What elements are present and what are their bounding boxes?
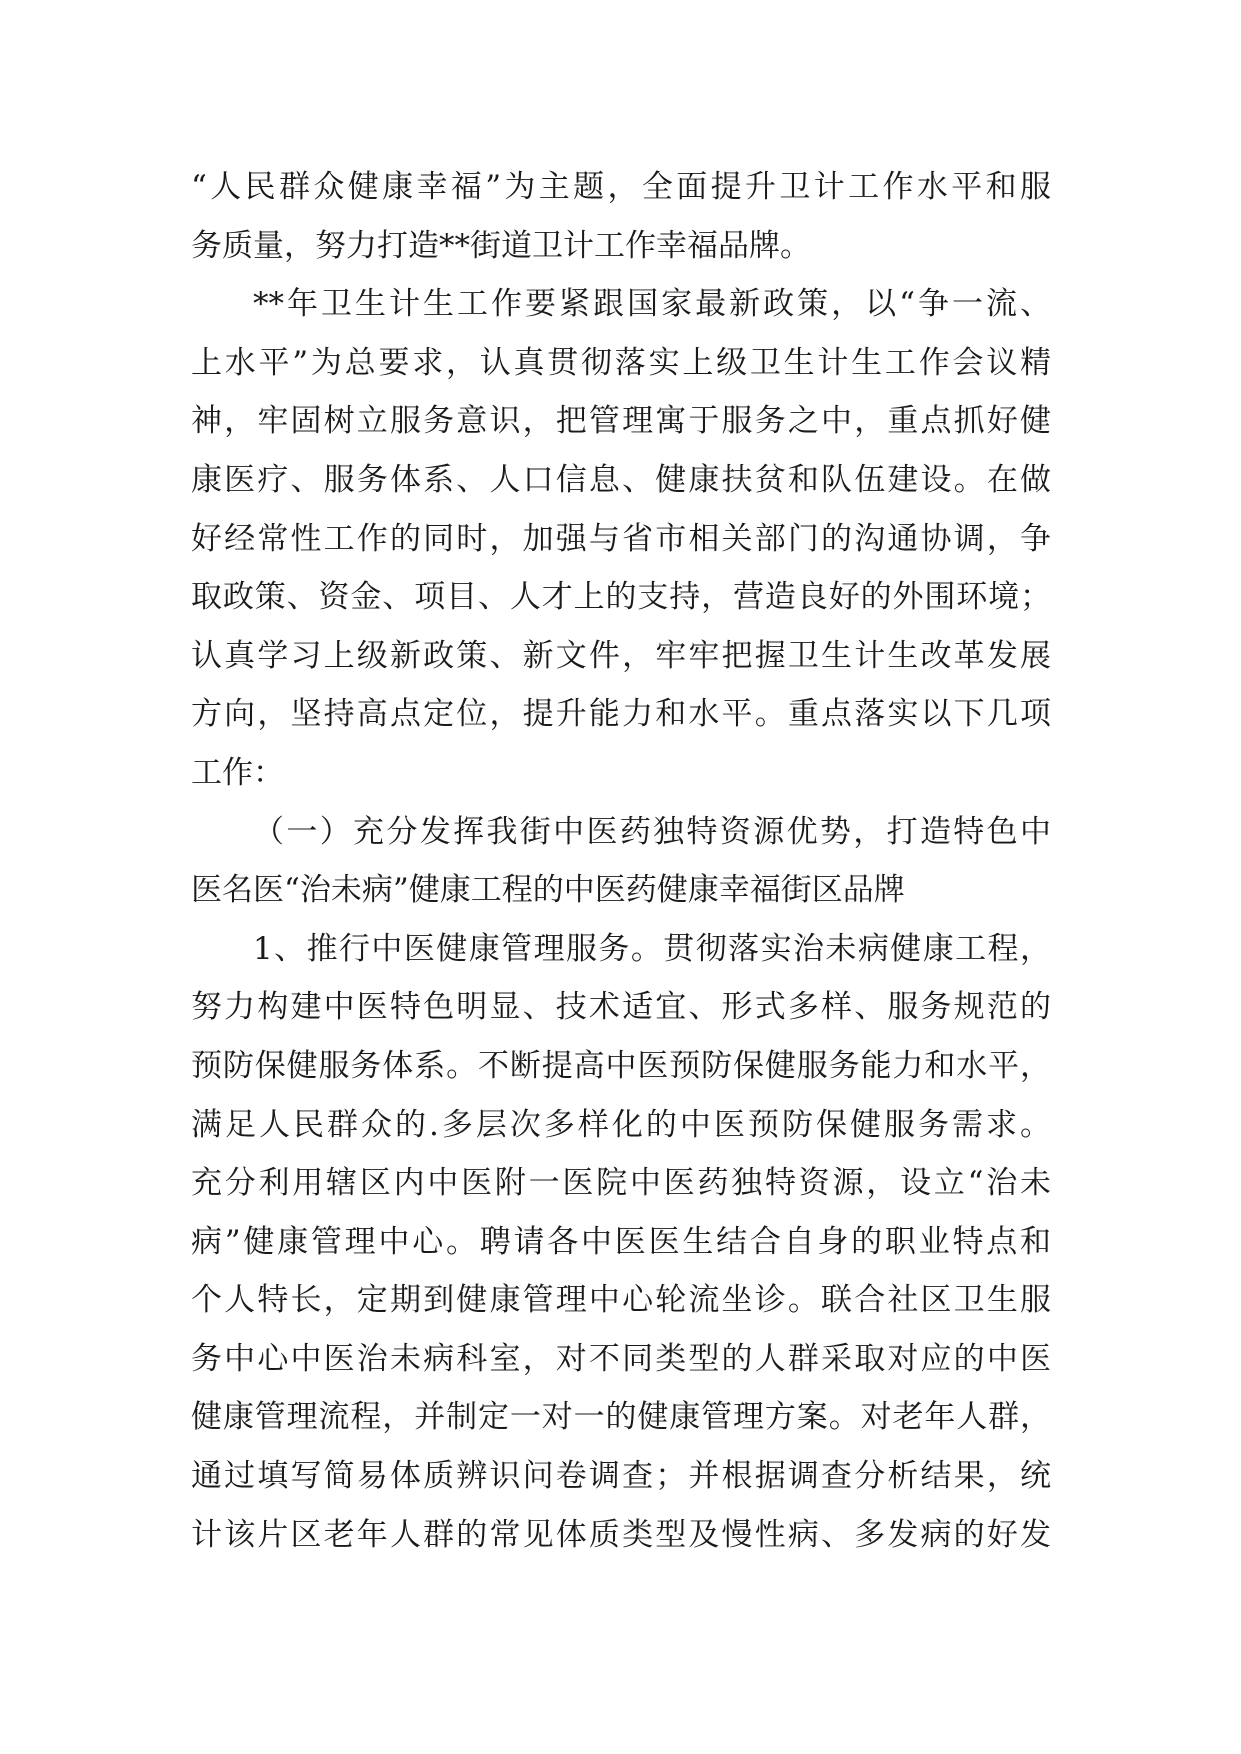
text-line-10: 方向，坚持高点定位，提升能力和水平。重点落实以下几项 — [191, 696, 1051, 733]
document-body — [191, 158, 1051, 1564]
text-line-20: 个人特长，定期到健康管理中心轮流坐诊。联合社区卫生服 — [191, 1282, 1051, 1319]
text-line-19: 病”健康管理中心。聘请各中医医生结合自身的职业特点和 — [191, 1223, 1051, 1260]
text-line-17: 满足人民群众的.多层次多样化的中医预防保健服务需求。 — [191, 1106, 1051, 1143]
text-line-1: “人民群众健康幸福”为主题，全面提升卫计工作水平和服 — [191, 169, 1051, 205]
text-line-4: 上水平”为总要求，认真贯彻落实上级卫生计生工作会议精 — [191, 344, 1051, 381]
text-line-14: 1、推行中医健康管理服务。贯彻落实治未病健康工程， — [253, 930, 1051, 967]
text-line-11: 工作： — [191, 754, 284, 791]
text-line-24: 计该片区老年人群的常见体质类型及慢性病、多发病的好发 — [191, 1516, 1051, 1553]
text-line-6: 康医疗、服务体系、人口信息、健康扶贫和队伍建设。在做 — [191, 461, 1051, 498]
text-line-9: 认真学习上级新政策、新文件，牢牢把握卫生计生改革发展 — [191, 637, 1051, 674]
text-line-22: 健康管理流程，并制定一对一的健康管理方案。对老年人群， — [191, 1399, 1051, 1436]
text-line-15: 努力构建中医特色明显、技术适宜、形式多样、服务规范的 — [191, 989, 1051, 1026]
text-line-3: **年卫生计生工作要紧跟国家最新政策，以“争一流、 — [253, 286, 1051, 323]
text-line-18: 充分利用辖区内中医附一医院中医药独特资源，设立“治未 — [191, 1165, 1051, 1202]
text-line-5: 神，牢固树立服务意识，把管理寓于服务之中，重点抓好健 — [191, 403, 1051, 440]
text-line-21: 务中心中医治未病科室，对不同类型的人群采取对应的中医 — [191, 1340, 1051, 1377]
text-line-2: 务质量，努力打造**街道卫计工作幸福品牌。 — [191, 227, 811, 264]
text-line-16: 预防保健服务体系。不断提高中医预防保健服务能力和水平， — [191, 1047, 1051, 1084]
text-line-8: 取政策、资金、项目、人才上的支持，营造良好的外围环境； — [191, 579, 1051, 616]
text-line-7: 好经常性工作的同时，加强与省市相关部门的沟通协调，争 — [191, 520, 1051, 557]
section-heading-line-1: （一）充分发挥我街中医药独特资源优势，打造特色中 — [253, 813, 1051, 850]
text-line-23: 通过填写简易体质辨识问卷调查；并根据调查分析结果，统 — [191, 1458, 1051, 1495]
section-heading-line-2: 医名医“治未病”健康工程的中医药健康幸福街区品牌 — [191, 872, 905, 909]
